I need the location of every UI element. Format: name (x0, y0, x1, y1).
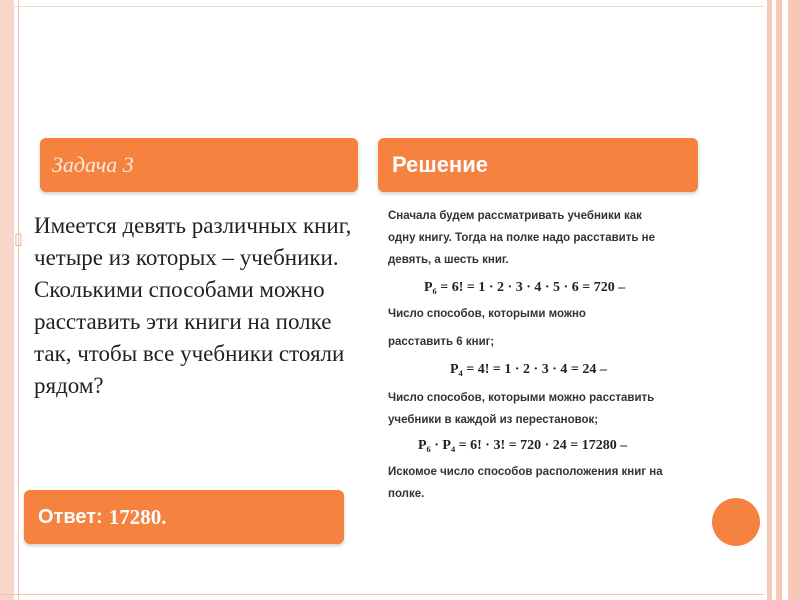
decorative-circle (712, 498, 760, 546)
solution-header-label: Решение (392, 152, 488, 177)
frame-left-bar (0, 0, 14, 600)
task-header-label: Задача 3 (52, 152, 134, 177)
task-header (40, 138, 358, 192)
solution-line: полке. (388, 488, 425, 500)
solution-line: Число способов, которыми можно (388, 308, 586, 320)
frame-top-line (0, 6, 800, 7)
answer-value: 17280. (108, 504, 167, 529)
solution-line: учебники в каждой из перестановок; (388, 414, 599, 426)
frame-left-line (18, 0, 19, 600)
solution-line: расставить 6 книг; (388, 336, 495, 348)
solution-line: Число способов, которыми можно расставить (388, 392, 655, 404)
problem-text: Имеется девять различных книг, четыре из которых – учебники. Сколькими способами можно расставить эти книги на полке так, чтобы все учебники стояли рядом? (34, 213, 352, 398)
bullet-icon: ▯ (14, 231, 23, 248)
answer-box (24, 490, 344, 544)
solution-line: Сначала будем рассматривать учебники как (388, 210, 642, 222)
solution-line: Искомое число способов расположения книг на (388, 466, 663, 478)
formula-p6: P₆ = 6! = 1 · 2 · 3 · 4 · 5 · 6 = 720 – (424, 280, 626, 295)
solution-line: девять, а шесть книг. (388, 254, 509, 266)
formula-p4: P₄ = 4! = 1 · 2 · 3 · 4 = 24 – (450, 362, 607, 377)
solution-header (378, 138, 698, 192)
solution-line: одну книгу. Тогда на полке надо расставить не (388, 232, 655, 244)
answer-label: Ответ: (38, 505, 103, 528)
formula-product: P₆ · P₄ = 6! · 3! = 720 · 24 = 17280 – (418, 438, 628, 453)
frame-right-stripes (764, 0, 800, 600)
frame-bottom-line (0, 594, 800, 595)
